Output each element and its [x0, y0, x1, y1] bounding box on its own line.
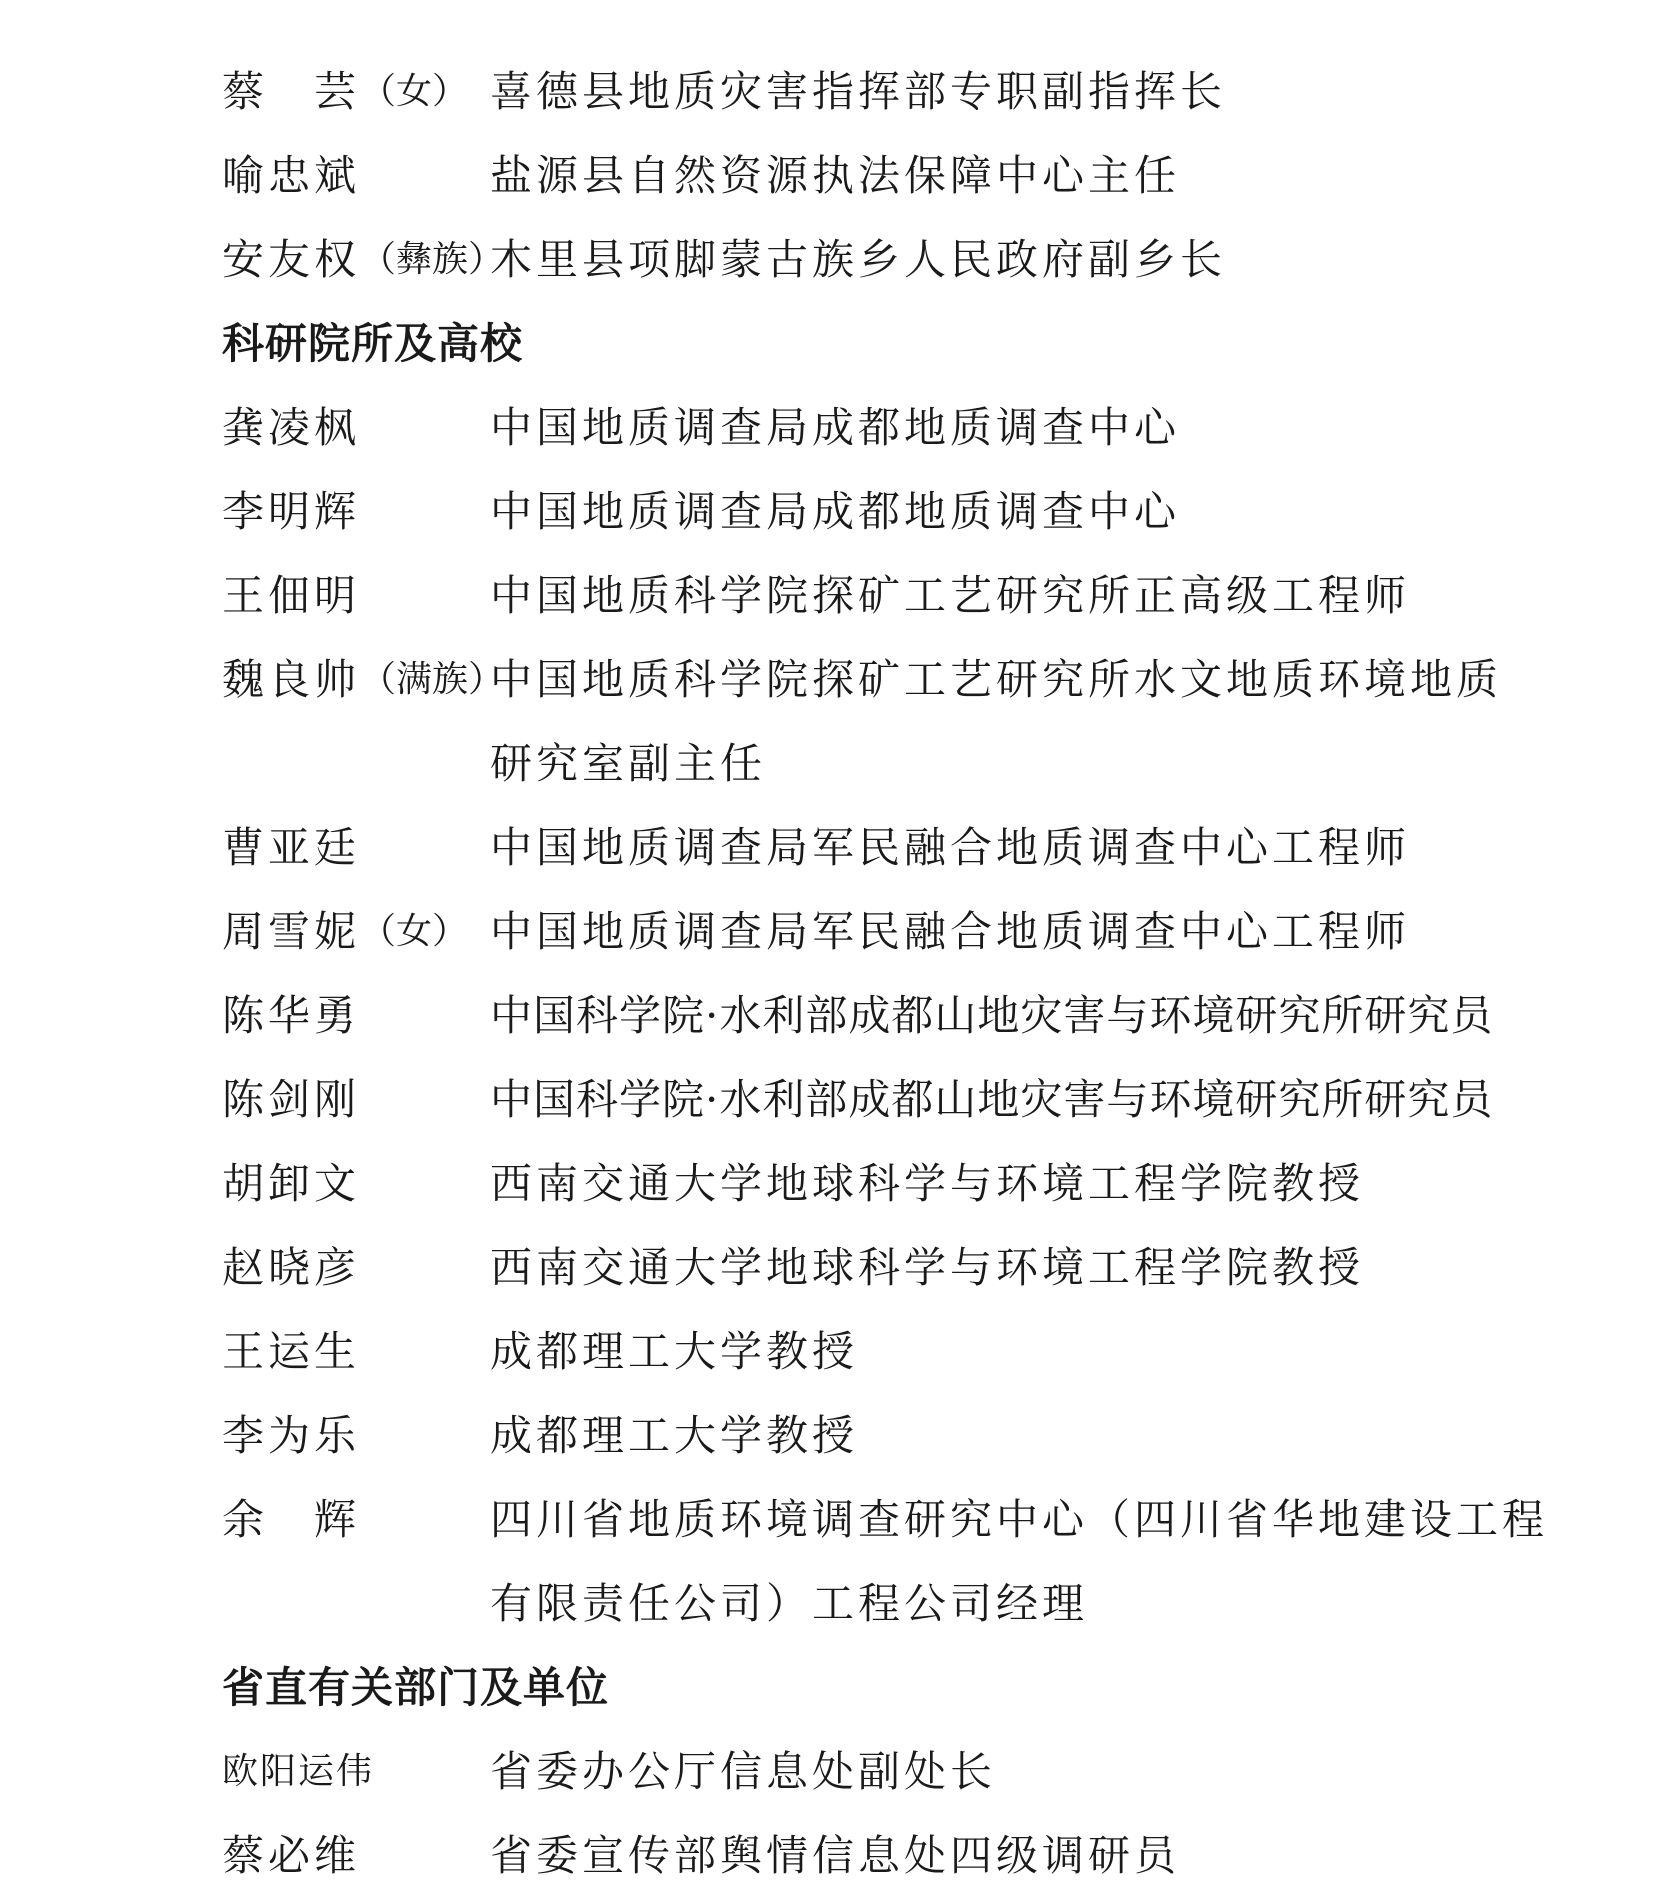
person-name: 陈剑刚	[222, 1075, 361, 1124]
person-organization: 中国科学院·水利部成都山地灾害与环境研究所研究员	[490, 991, 1494, 1040]
person-organization: 中国地质科学院探矿工艺研究所水文地质环境地质	[490, 655, 1503, 704]
person-name: 曹亚廷	[222, 823, 361, 872]
person-organization: 盐源县自然资源执法保障中心主任	[490, 151, 1181, 200]
list-item	[222, 1226, 1472, 1310]
list-item	[222, 1310, 1472, 1394]
person-organization: 四川省地质环境调查研究中心（四川省华地建设工程	[490, 1495, 1549, 1544]
list-item	[222, 1814, 1472, 1898]
person-organization: 中国地质调查局军民融合地质调查中心工程师	[490, 823, 1411, 872]
person-organization: 中国地质调查局成都地质调查中心	[490, 487, 1181, 536]
person-name: 王运生	[222, 1327, 361, 1376]
list-item	[222, 386, 1472, 470]
person-organization: 西南交通大学地球科学与环境工程学院教授	[490, 1159, 1365, 1208]
list-item	[222, 554, 1472, 638]
section-heading-provincial: 省直有关部门及单位	[222, 1663, 610, 1712]
list-item	[222, 1142, 1472, 1226]
person-organization: 木里县项脚蒙古族乡人民政府副乡长	[490, 235, 1227, 284]
person-name: 蔡必维	[222, 1831, 361, 1880]
list-item	[222, 218, 1472, 302]
person-name: 安友权 （彝族）	[222, 235, 505, 284]
person-name: 赵晓彦	[222, 1243, 361, 1292]
person-organization: 中国地质科学院探矿工艺研究所正高级工程师	[490, 571, 1411, 620]
person-organization: 西南交通大学地球科学与环境工程学院教授	[490, 1243, 1365, 1292]
person-name: 李明辉	[222, 487, 361, 536]
person-name: 李为乐	[222, 1411, 361, 1460]
list-item	[222, 50, 1472, 134]
person-organization: 省委宣传部舆情信息处四级调研员	[490, 1831, 1181, 1880]
list-item	[222, 134, 1472, 218]
list-item	[222, 890, 1472, 974]
person-organization-continued: 研究室副主任	[490, 739, 767, 788]
list-item	[222, 1058, 1494, 1142]
section-heading-research: 科研院所及高校	[222, 319, 524, 368]
person-name: 余 辉	[222, 1495, 361, 1544]
person-name: 蔡 芸 （女）	[222, 67, 469, 116]
list-item	[222, 1394, 1472, 1478]
person-organization: 成都理工大学教授	[490, 1411, 859, 1460]
person-organization: 中国地质调查局成都地质调查中心	[490, 403, 1181, 452]
person-name: 欧阳运伟	[222, 1751, 375, 1792]
person-name: 陈华勇	[222, 991, 361, 1040]
person-name: 喻忠斌	[222, 151, 361, 200]
person-organization: 省委办公厅信息处副处长	[490, 1747, 997, 1796]
person-name: 魏良帅 （满族）	[222, 655, 505, 704]
list-item	[222, 470, 1472, 554]
list-item	[222, 1730, 1472, 1814]
list-item	[222, 806, 1472, 890]
person-name: 胡卸文	[222, 1159, 361, 1208]
person-organization: 中国地质调查局军民融合地质调查中心工程师	[490, 907, 1411, 956]
list-item	[222, 1478, 1549, 1562]
person-name: 龚凌枫	[222, 403, 361, 452]
person-organization: 中国科学院·水利部成都山地灾害与环境研究所研究员	[490, 1075, 1494, 1124]
person-organization: 喜德县地质灾害指挥部专职副指挥长	[490, 67, 1227, 116]
person-name: 王佃明	[222, 571, 361, 620]
person-organization-continued: 有限责任公司）工程公司经理	[490, 1579, 1089, 1628]
person-organization: 成都理工大学教授	[490, 1327, 859, 1376]
person-name: 周雪妮 （女）	[222, 907, 469, 956]
list-item	[222, 638, 1503, 722]
list-item	[222, 974, 1494, 1058]
